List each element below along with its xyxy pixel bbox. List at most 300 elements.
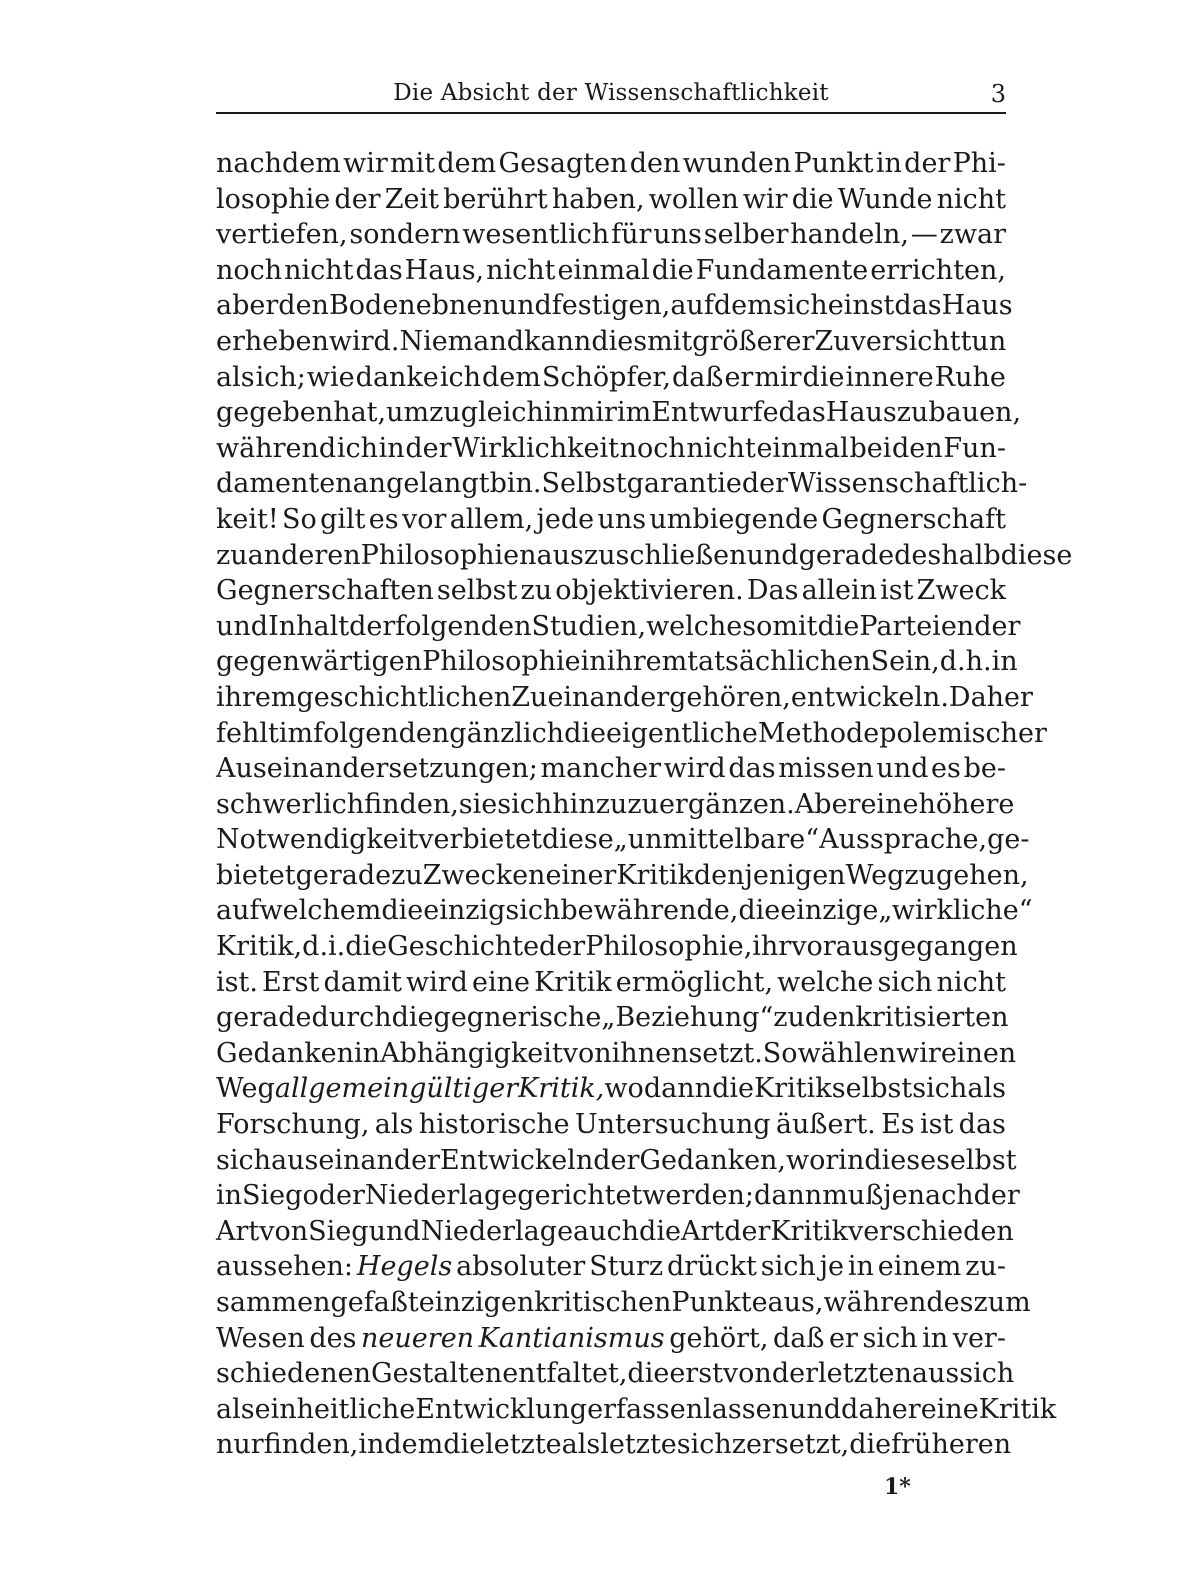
word: berührt xyxy=(443,183,548,215)
word: wird xyxy=(663,753,726,785)
text-line xyxy=(216,822,1030,858)
word: sich xyxy=(912,1073,968,1105)
word: nicht xyxy=(284,254,354,286)
text-line xyxy=(216,1036,1017,1072)
word: aussehen: xyxy=(216,1251,354,1283)
word: sammengefaßt xyxy=(216,1287,419,1318)
word: ihr xyxy=(752,931,792,963)
word: be- xyxy=(963,753,1006,785)
word: den xyxy=(629,148,681,179)
word: als xyxy=(216,1393,255,1425)
word: als xyxy=(374,1109,414,1141)
word: äußert. xyxy=(775,1109,876,1141)
word: kritisierten xyxy=(855,1002,1009,1034)
text-line xyxy=(216,324,1006,360)
word: handeln, xyxy=(790,219,909,251)
word: Gesagten xyxy=(498,148,628,179)
word: welche xyxy=(777,966,874,998)
word: sich xyxy=(862,1322,918,1354)
word: indem xyxy=(358,1429,444,1461)
word: i. xyxy=(328,931,346,963)
word: zu xyxy=(391,859,423,891)
word: ist. xyxy=(216,966,258,998)
word: die xyxy=(443,1429,486,1461)
word: wo xyxy=(604,1073,644,1105)
word: es xyxy=(931,753,961,785)
word: Es xyxy=(881,1109,915,1141)
word: und xyxy=(876,753,929,785)
word: gerichtet xyxy=(517,1180,643,1212)
word: die xyxy=(651,254,694,286)
word: folgenden xyxy=(313,717,450,749)
word: Niederlage xyxy=(420,1215,574,1247)
word: Zeit xyxy=(384,183,439,215)
word: noch xyxy=(619,432,686,464)
word: die xyxy=(802,361,845,393)
word: während xyxy=(823,1287,944,1318)
word: Daher xyxy=(948,681,1033,713)
word: und xyxy=(216,610,269,642)
word: in xyxy=(216,1180,243,1212)
word: Zueinandergehören, xyxy=(511,681,791,713)
word: größerer xyxy=(692,325,815,357)
word: daß xyxy=(671,361,724,393)
text-line xyxy=(216,573,1006,609)
word: angelangt xyxy=(352,468,490,500)
word: Notwendigkeit xyxy=(216,824,419,856)
word: Abhängigkeit xyxy=(380,1037,563,1069)
word: daß xyxy=(773,1322,825,1354)
text-line xyxy=(216,1321,1006,1357)
word: objektivieren. xyxy=(555,575,744,607)
word: nachdem xyxy=(216,148,341,179)
text-line xyxy=(216,1285,1031,1321)
sheet-signature: 1* xyxy=(884,1474,911,1500)
word: Weg xyxy=(845,859,905,891)
word: festigen, xyxy=(551,290,671,322)
word: dem xyxy=(482,361,541,393)
word: Gedanken, xyxy=(639,1144,787,1176)
word: vor xyxy=(401,503,447,535)
word: das xyxy=(958,1109,1006,1141)
word: nicht xyxy=(936,183,1006,215)
running-title: Die Absicht der Wissenschaftlichkeit xyxy=(393,80,829,106)
word: zersetzt, xyxy=(731,1429,850,1461)
word: die xyxy=(639,1215,681,1247)
word: wählen xyxy=(797,1037,897,1069)
word: Haus xyxy=(825,397,897,429)
word: mit xyxy=(390,148,436,179)
word: ermöglicht, xyxy=(615,966,774,998)
word: auszuschließen xyxy=(536,539,747,571)
word: einer xyxy=(545,859,617,891)
word: wir xyxy=(742,183,788,215)
word: lassen xyxy=(703,1393,789,1425)
word: Fun- xyxy=(943,432,1006,464)
word: die xyxy=(627,1358,670,1390)
word: Kritik, xyxy=(518,1073,605,1105)
word: Kritik xyxy=(754,1073,832,1105)
word: Untersuchung xyxy=(574,1109,771,1141)
word: innere xyxy=(845,361,934,393)
word: während xyxy=(216,432,337,464)
word: d. xyxy=(302,931,329,963)
word: einem xyxy=(877,1251,962,1283)
word: Wissenschaftlich- xyxy=(788,468,1028,500)
word: gänzlich xyxy=(449,717,565,749)
word: zu xyxy=(904,859,937,891)
word: h. xyxy=(965,646,992,678)
text-line xyxy=(216,1107,1006,1143)
word: Phi- xyxy=(952,148,1006,179)
word: der xyxy=(724,1215,771,1247)
word: gehen, xyxy=(936,859,1029,891)
word: zwar xyxy=(939,219,1006,251)
word: Gegnerschaften xyxy=(216,575,434,607)
word: auf xyxy=(216,895,260,927)
word: Kritik xyxy=(616,859,694,891)
word: er xyxy=(724,361,754,393)
page-number: 3 xyxy=(990,80,1006,108)
word: bauen, xyxy=(928,397,1022,429)
word: damenten xyxy=(216,468,353,500)
word: er xyxy=(829,1322,858,1354)
word: den xyxy=(892,432,943,464)
word: in xyxy=(847,1251,874,1283)
word: anderen xyxy=(247,539,361,571)
text-line xyxy=(216,1214,1014,1250)
word: zu xyxy=(896,397,929,429)
word: der xyxy=(334,183,381,215)
word: keit! xyxy=(216,503,279,535)
word: mit xyxy=(647,325,693,357)
word: worin xyxy=(786,1144,865,1176)
text-line xyxy=(216,1071,1006,1107)
text-line xyxy=(216,1356,1015,1392)
text-line xyxy=(216,1392,1057,1428)
text-line xyxy=(216,716,1047,752)
text-line xyxy=(216,182,1006,218)
word: einzigen xyxy=(418,1287,535,1318)
word: errichten, xyxy=(870,254,1006,286)
word: in xyxy=(354,1037,381,1069)
word: Aussprache, xyxy=(819,824,988,856)
word: bin. xyxy=(489,468,542,500)
word: vertiefen, xyxy=(216,219,348,251)
word: ich xyxy=(336,432,378,464)
word: daher xyxy=(841,1393,921,1425)
word: Aber xyxy=(794,788,861,820)
word: als xyxy=(216,361,255,393)
text-line xyxy=(216,929,1018,965)
word: von xyxy=(259,1215,309,1247)
word: den xyxy=(278,290,329,322)
word: einen xyxy=(940,1037,1017,1069)
word: entwickeln. xyxy=(790,681,949,713)
word: das xyxy=(728,753,776,785)
word: von xyxy=(722,1358,772,1390)
word: in xyxy=(580,646,607,678)
word: Haus, xyxy=(404,254,485,286)
word: sich xyxy=(772,290,828,322)
word: Forschung, xyxy=(216,1109,370,1141)
word: somit xyxy=(742,610,818,642)
word: sondern xyxy=(349,219,461,251)
word: tun xyxy=(960,325,1007,357)
word: welche xyxy=(646,610,743,642)
text-line xyxy=(216,893,1033,929)
word: nach xyxy=(907,1180,974,1212)
word: sich xyxy=(216,1144,272,1176)
word: selbst xyxy=(831,1073,913,1105)
word: gerade xyxy=(216,1002,312,1034)
word: — xyxy=(910,219,938,251)
word: je xyxy=(883,1180,908,1212)
word: ich; xyxy=(255,361,306,393)
word: gilt xyxy=(320,503,366,535)
word: bei xyxy=(849,432,892,464)
word: hinzuzuergänzen. xyxy=(552,788,795,820)
text-line xyxy=(216,253,1006,289)
word: der xyxy=(593,1144,640,1176)
word: gegenwärtigen xyxy=(216,646,423,678)
word: geschichtlichen xyxy=(296,681,512,713)
text-line xyxy=(216,146,1006,182)
word: „unmittelbare“ xyxy=(613,824,820,856)
word: So xyxy=(762,1037,798,1069)
word: der xyxy=(904,148,951,179)
word: Weg xyxy=(216,1073,275,1105)
word: mancher xyxy=(540,753,662,785)
text-line xyxy=(216,1000,1009,1036)
word: wird xyxy=(406,966,468,998)
word: je xyxy=(819,1251,844,1283)
word: Gedanken xyxy=(216,1037,355,1069)
word: hat, xyxy=(333,397,387,429)
word: schwerlich xyxy=(216,788,365,820)
word: ihnen xyxy=(611,1037,689,1069)
word: dem xyxy=(713,290,773,322)
word: tatsächlichen xyxy=(687,646,871,678)
word: in xyxy=(991,646,1018,678)
word: auseinander xyxy=(271,1144,441,1176)
word: welchem xyxy=(259,895,382,927)
word: damit xyxy=(323,966,402,998)
word: eine xyxy=(472,966,531,998)
word: Kritik xyxy=(534,966,612,998)
word: schiedenen xyxy=(216,1358,371,1390)
word: Philosophie xyxy=(422,646,581,678)
text-line xyxy=(216,1143,1017,1179)
word: in xyxy=(922,1322,949,1354)
word: sich xyxy=(959,1358,1015,1390)
word: Geschichte xyxy=(387,931,540,963)
word: einzige xyxy=(780,895,879,927)
word: um xyxy=(386,397,430,429)
word: Sein, xyxy=(870,646,940,678)
word: Parteien xyxy=(859,610,975,642)
word: für xyxy=(611,219,652,251)
word: bietet xyxy=(216,859,296,891)
word: den xyxy=(804,1002,856,1034)
word: umbiegende xyxy=(649,503,819,535)
word: gerade xyxy=(295,859,392,891)
word: wird. xyxy=(328,325,400,357)
word: einst xyxy=(827,290,895,322)
word: Gegnerschaft xyxy=(821,503,1006,535)
word: der xyxy=(741,468,788,500)
word: Hegels xyxy=(356,1251,453,1283)
word: losophie xyxy=(216,183,331,215)
word: aus, xyxy=(767,1287,824,1318)
word: die xyxy=(381,895,424,927)
word: allein xyxy=(801,575,878,607)
word: erst xyxy=(669,1358,723,1390)
word: als xyxy=(967,1073,1006,1105)
word: nur xyxy=(216,1429,264,1461)
word: verbietet xyxy=(418,824,542,856)
text-line xyxy=(216,609,1021,645)
word: die xyxy=(712,1073,755,1105)
running-header xyxy=(216,76,1006,114)
word: letzte xyxy=(485,1429,562,1461)
text-line xyxy=(216,217,1006,253)
word: es xyxy=(368,503,399,535)
word: nicht xyxy=(486,254,556,286)
word: Ruhe xyxy=(934,361,1006,393)
word: folgenden xyxy=(395,610,532,642)
word: Art xyxy=(216,1215,260,1247)
word: d. xyxy=(939,646,966,678)
word: Sieg xyxy=(308,1215,369,1247)
word: mir xyxy=(754,361,802,393)
word: wir xyxy=(896,1037,941,1069)
word: zu xyxy=(773,1002,805,1034)
word: zu- xyxy=(965,1251,1006,1283)
word: entfaltet, xyxy=(502,1358,628,1390)
word: Kantianismus xyxy=(478,1322,665,1354)
word: Punkte xyxy=(671,1287,768,1318)
word: finden, xyxy=(263,1429,359,1461)
word: der xyxy=(973,1180,1020,1212)
word: sich xyxy=(877,966,933,998)
text-line xyxy=(216,431,1006,467)
word: fehlt xyxy=(216,717,279,749)
word: das xyxy=(778,397,826,429)
word: „Beziehung“ xyxy=(601,1002,774,1034)
word: Inhalt xyxy=(268,610,350,642)
word: Zwecken xyxy=(422,859,546,891)
word: Philosophien xyxy=(360,539,537,571)
word: noch xyxy=(216,254,283,286)
word: das xyxy=(355,254,403,286)
word: Wesen xyxy=(216,1322,305,1354)
word: historische xyxy=(418,1109,570,1141)
word: aus xyxy=(911,1358,960,1390)
word: einmal xyxy=(756,432,849,464)
word: letzte xyxy=(600,1429,677,1461)
word: Wunde xyxy=(837,183,933,215)
word: Kritik xyxy=(770,1215,848,1247)
word: gegeben xyxy=(216,397,334,429)
word: eine xyxy=(860,788,919,820)
word: die xyxy=(849,1429,892,1461)
word: Zweck xyxy=(916,575,1006,607)
word: haben, xyxy=(551,183,645,215)
word: dann xyxy=(643,1073,713,1105)
word: sie xyxy=(458,788,498,820)
word: drückt xyxy=(666,1251,757,1283)
word: das xyxy=(894,290,942,322)
word: denjenigen xyxy=(693,859,846,891)
word: Entwicklung xyxy=(415,1393,588,1425)
word: nicht xyxy=(686,432,756,464)
word: eine xyxy=(920,1393,979,1425)
text-line xyxy=(216,644,1018,680)
word: absoluter xyxy=(456,1251,586,1283)
word: und xyxy=(788,1393,842,1425)
word: kann xyxy=(524,325,592,357)
word: der xyxy=(349,610,396,642)
word: Wirklichkeit xyxy=(452,432,619,464)
word: Entwickeln xyxy=(440,1144,594,1176)
word: dies xyxy=(591,325,648,357)
word: allgemeingültiger xyxy=(274,1073,519,1105)
text-line xyxy=(216,538,1073,574)
word: ich xyxy=(439,361,481,393)
word: der xyxy=(405,432,452,464)
text-line xyxy=(216,965,1006,1001)
word: in xyxy=(875,148,902,179)
word: und xyxy=(499,290,552,322)
word: zu xyxy=(216,539,248,571)
text-line xyxy=(216,1427,1012,1463)
word: sich xyxy=(497,788,553,820)
text-line xyxy=(216,360,1006,396)
word: eigentliche xyxy=(605,717,758,749)
word: Niederlage xyxy=(364,1180,518,1212)
word: als xyxy=(561,1429,601,1461)
word: diese xyxy=(1000,539,1073,571)
word: gerade xyxy=(798,539,895,571)
word: Kritik xyxy=(978,1393,1057,1425)
word: Studien, xyxy=(531,610,647,642)
text-line xyxy=(216,1249,1006,1285)
body-text xyxy=(216,146,1073,1463)
text-line xyxy=(216,680,1033,716)
word: ihrem xyxy=(606,646,688,678)
word: Boden xyxy=(328,290,416,322)
word: wesentlich xyxy=(462,219,610,251)
word: allem, xyxy=(449,503,534,535)
word: ver- xyxy=(952,1322,1006,1354)
word: Zuversicht xyxy=(814,325,961,357)
word: die xyxy=(345,931,388,963)
word: der xyxy=(974,610,1021,642)
text-line xyxy=(216,1178,1020,1214)
word: neueren xyxy=(361,1322,475,1354)
word: diese xyxy=(864,1144,937,1176)
word: und xyxy=(368,1215,421,1247)
word: Methode xyxy=(757,717,880,749)
word: Niemand xyxy=(399,325,525,357)
word: zum xyxy=(973,1287,1031,1318)
word: muß xyxy=(822,1180,884,1212)
word: die xyxy=(564,717,606,749)
word: aber xyxy=(216,290,279,322)
word: kritischen xyxy=(534,1287,672,1318)
word: auf xyxy=(670,290,714,322)
